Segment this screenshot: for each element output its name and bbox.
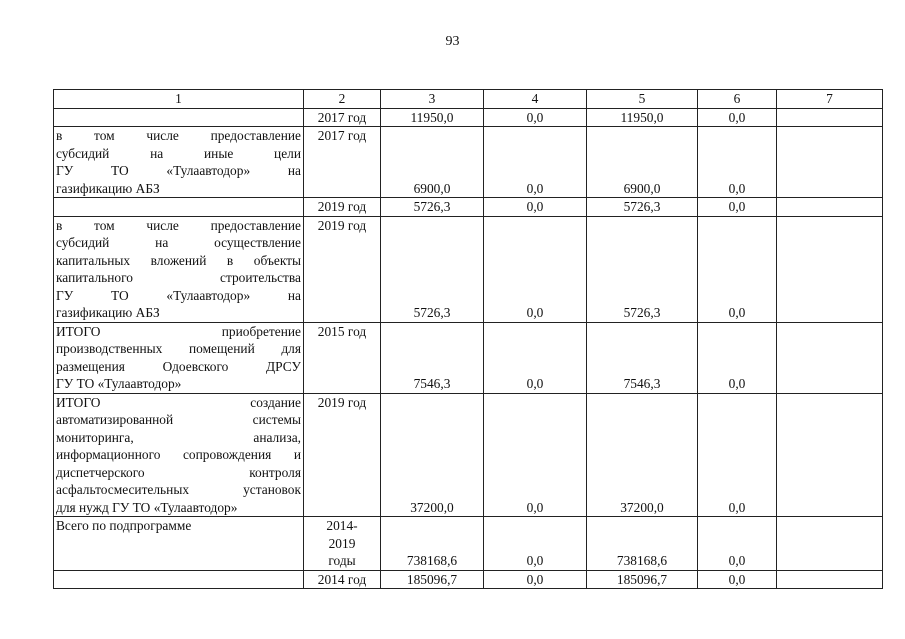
value-cell-v3: 37200,0 bbox=[381, 393, 484, 517]
value-cell-v5: 6900,0 bbox=[587, 127, 698, 198]
value-cell-v4: 0,0 bbox=[484, 108, 587, 127]
description-line: в том числе предоставление bbox=[56, 217, 301, 233]
table-row bbox=[54, 570, 883, 589]
description-line: размещения Одоевского ДРСУ bbox=[56, 358, 301, 374]
value-cell-v4: 0,0 bbox=[484, 393, 587, 517]
value-cell-v6: 0,0 bbox=[698, 393, 777, 517]
value-cell-v3: 5726,3 bbox=[381, 216, 484, 322]
value-cell-v7 bbox=[777, 127, 883, 198]
description-line: диспетчерского контроля bbox=[56, 464, 301, 480]
description-line: капитального строительства bbox=[56, 270, 301, 285]
value-cell-v6: 0,0 bbox=[698, 322, 777, 393]
description-line: ГУ ТО «Тулаавтодор» на bbox=[56, 163, 301, 178]
value-cell-v4: 0,0 bbox=[484, 198, 587, 217]
value-cell-v4: 0,0 bbox=[484, 322, 587, 393]
value-cell-v6: 0,0 bbox=[698, 216, 777, 322]
value-cell-v6: 0,0 bbox=[698, 108, 777, 127]
description-line: асфальтосмесительных установок bbox=[56, 482, 301, 497]
year-cell bbox=[304, 393, 381, 517]
table-row bbox=[54, 108, 883, 127]
year-cell bbox=[304, 108, 381, 127]
value-cell-v7 bbox=[777, 216, 883, 322]
value-cell-v5: 5726,3 bbox=[587, 216, 698, 322]
description-cell bbox=[54, 198, 304, 217]
description-cell bbox=[54, 517, 304, 571]
description-cell bbox=[54, 322, 304, 393]
year-line: 2014 год bbox=[317, 571, 367, 587]
value-cell-v5: 185096,7 bbox=[587, 570, 698, 589]
header-cell-4: 4 bbox=[484, 90, 587, 109]
year-line: годы bbox=[328, 553, 356, 568]
description-line: газификацию АБЗ bbox=[56, 180, 160, 196]
value-cell-v5: 738168,6 bbox=[587, 517, 698, 571]
value-cell-v6: 0,0 bbox=[698, 127, 777, 198]
budget-table bbox=[53, 89, 883, 589]
description-cell bbox=[54, 127, 304, 198]
year-line: 2017 год bbox=[317, 109, 367, 125]
description-line: производственных помещений для bbox=[56, 341, 301, 356]
value-cell-v7 bbox=[777, 108, 883, 127]
description-line: ГУ ТО «Тулаавтодор» на bbox=[56, 287, 301, 303]
value-cell-v7 bbox=[777, 570, 883, 589]
year-cell bbox=[304, 570, 381, 589]
table-row bbox=[54, 517, 883, 571]
description-line: мониторинга, анализа, bbox=[56, 429, 301, 445]
value-cell-v7 bbox=[777, 198, 883, 217]
header-cell-5: 5 bbox=[587, 90, 698, 109]
value-cell-v5: 5726,3 bbox=[587, 198, 698, 217]
year-line: 2015 год bbox=[317, 323, 367, 339]
description-line: информационного сопровождения и bbox=[56, 447, 301, 462]
description-line: ИТОГО создание bbox=[56, 394, 301, 410]
year-line: 2019 bbox=[328, 535, 356, 551]
value-cell-v4: 0,0 bbox=[484, 127, 587, 198]
description-line: субсидий на иные цели bbox=[56, 145, 301, 161]
year-line: 2019 год bbox=[317, 217, 367, 233]
header-row bbox=[54, 90, 883, 109]
value-cell-v5: 11950,0 bbox=[587, 108, 698, 127]
value-cell-v4: 0,0 bbox=[484, 570, 587, 589]
description-line: ИТОГО приобретение bbox=[56, 323, 301, 339]
value-cell-v7 bbox=[777, 517, 883, 571]
header-cell-7: 7 bbox=[777, 90, 883, 109]
description-line: субсидий на осуществление bbox=[56, 235, 301, 250]
value-cell-v3: 5726,3 bbox=[381, 198, 484, 217]
description-cell bbox=[54, 216, 304, 322]
value-cell-v6: 0,0 bbox=[698, 517, 777, 571]
table-row bbox=[54, 393, 883, 517]
year-line: 2014- bbox=[326, 518, 358, 533]
description-line: в том числе предоставление bbox=[56, 128, 301, 143]
header-cell-3: 3 bbox=[381, 90, 484, 109]
description-line: Всего по подпрограмме bbox=[56, 518, 192, 533]
value-cell-v4: 0,0 bbox=[484, 216, 587, 322]
description-cell bbox=[54, 570, 304, 589]
year-line: 2019 год bbox=[317, 199, 367, 214]
description-line: автоматизированной системы bbox=[56, 412, 301, 427]
value-cell-v6: 0,0 bbox=[698, 198, 777, 217]
table-row bbox=[54, 216, 883, 322]
table-row bbox=[54, 198, 883, 217]
description-line: ГУ ТО «Тулаавтодор» bbox=[56, 376, 182, 391]
description-cell bbox=[54, 108, 304, 127]
description-line: для нужд ГУ ТО «Тулаавтодор» bbox=[56, 499, 238, 515]
year-cell bbox=[304, 216, 381, 322]
page-number: 93 bbox=[445, 34, 460, 49]
year-cell bbox=[304, 127, 381, 198]
value-cell-v3: 7546,3 bbox=[381, 322, 484, 393]
value-cell-v4: 0,0 bbox=[484, 517, 587, 571]
year-cell bbox=[304, 322, 381, 393]
value-cell-v7 bbox=[777, 393, 883, 517]
description-line: капитальных вложений в объекты bbox=[56, 252, 301, 268]
year-cell bbox=[304, 517, 381, 571]
table-row bbox=[54, 127, 883, 198]
value-cell-v3: 185096,7 bbox=[381, 570, 484, 589]
header-cell-1: 1 bbox=[54, 90, 304, 109]
value-cell-v3: 738168,6 bbox=[381, 517, 484, 571]
value-cell-v7 bbox=[777, 322, 883, 393]
value-cell-v5: 7546,3 bbox=[587, 322, 698, 393]
value-cell-v3: 11950,0 bbox=[381, 108, 484, 127]
header-cell-2: 2 bbox=[304, 90, 381, 109]
table-row bbox=[54, 322, 883, 393]
description-line: газификацию АБЗ bbox=[56, 305, 160, 320]
year-line: 2017 год bbox=[317, 128, 367, 143]
year-cell bbox=[304, 198, 381, 217]
year-line: 2019 год bbox=[317, 394, 367, 410]
description-cell bbox=[54, 393, 304, 517]
value-cell-v6: 0,0 bbox=[698, 570, 777, 589]
value-cell-v3: 6900,0 bbox=[381, 127, 484, 198]
header-cell-6: 6 bbox=[698, 90, 777, 109]
value-cell-v5: 37200,0 bbox=[587, 393, 698, 517]
